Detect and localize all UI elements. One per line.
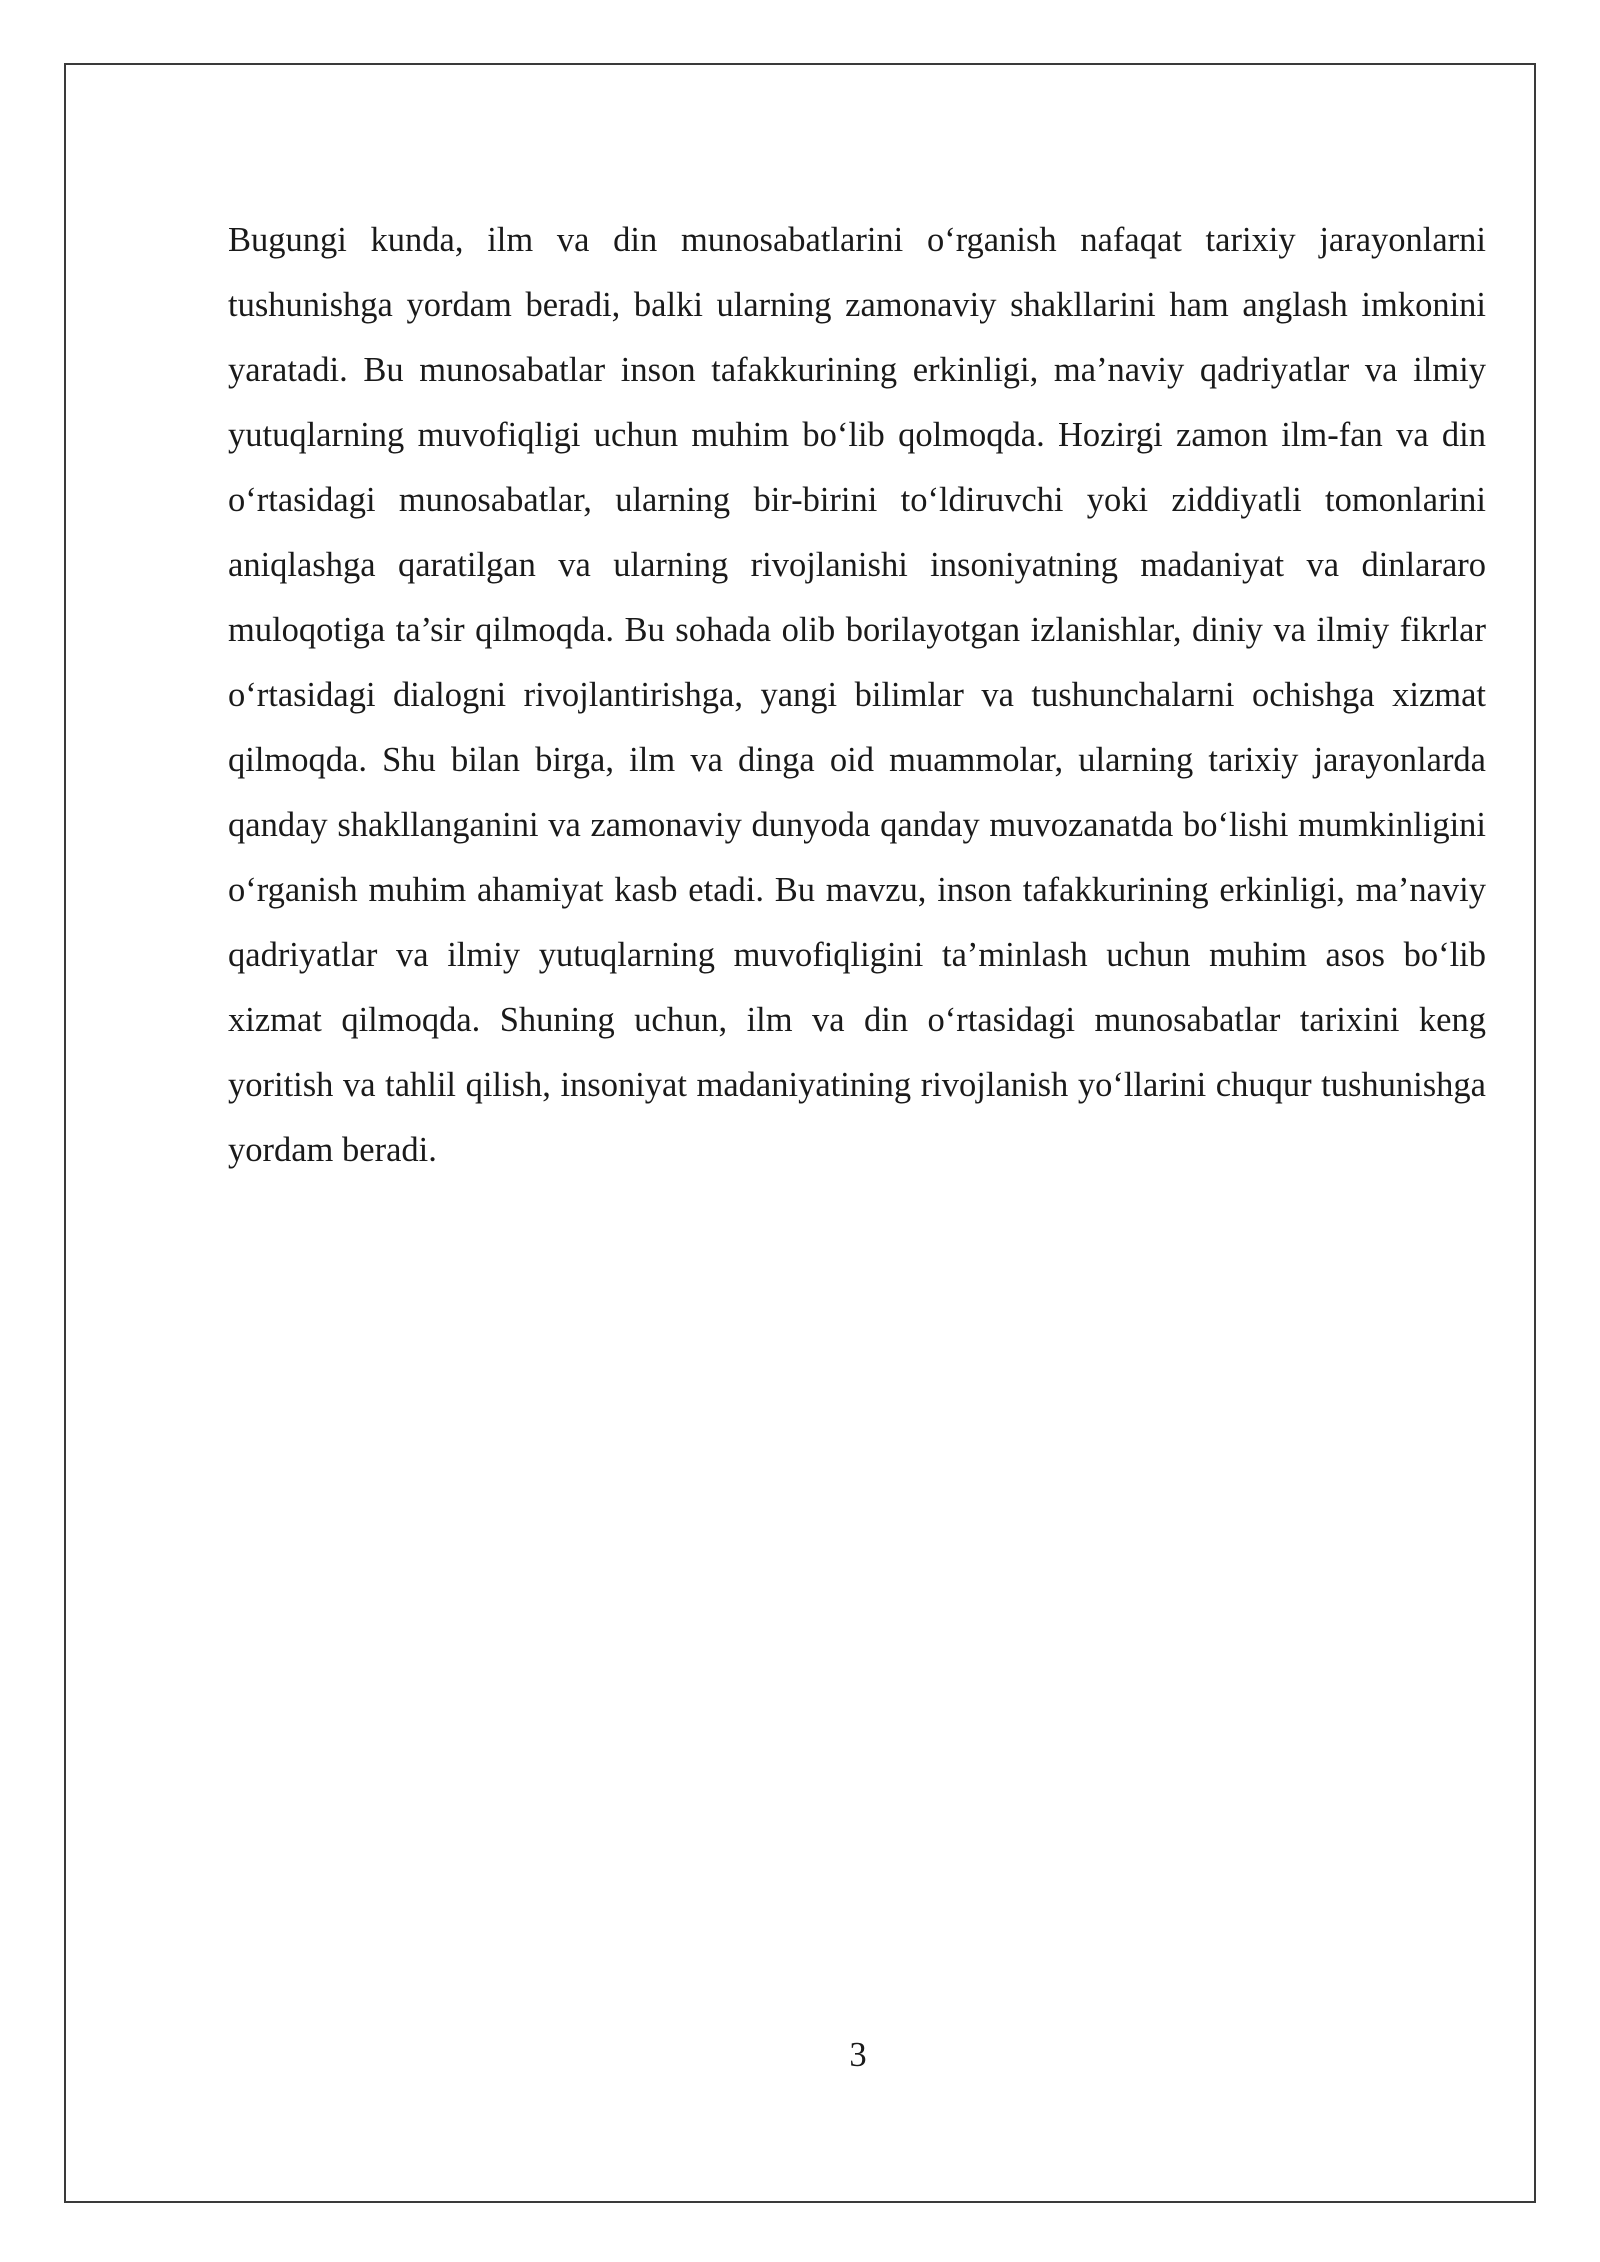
page-number: 3 — [849, 2036, 867, 2074]
body-paragraph: Bugungi kunda, ilm va din munosabatlarini o‘rganish nafaqat tarixiy jarayonlarni tushunishga yordam beradi, balki ularning zamonaviy shakllarini ham anglash imkonini yaratadi. Bu munosabatlar inson tafakkurining erkinligi, ma’naviy qadriyatlar va ilmiy yutuqlarning muvofiqligi uchun muhim bo‘lib qolmoqda. Hozirgi zamon ilm-fan va din o‘rtasidagi munosabatlar, ularning bir-birini to‘ldiruvchi yoki ziddiyatli tomonlarini aniqlashga qaratilgan va ularning rivojlanishi insoniyatning madaniyat va dinlararo muloqotiga ta’sir qilmoqda. Bu sohada olib borilayotgan izlanishlar, diniy va ilmiy fikrlar o‘rtasidagi dialogni rivojlantirishga, yangi bilimlar va tushunchalarni ochishga xizmat qilmoqda. Shu bilan birga, ilm va dinga oid muammolar, ularning tarixiy jarayonlarda qanday shakllanganini va zamonaviy dunyoda qanday muvozanatda bo‘lishi mumkinligini o‘rganish muhim ahamiyat kasb etadi. Bu mavzu, inson tafakkurining erkinligi, ma’naviy qadriyatlar va ilmiy yutuqlarning muvofiqligini ta’minlash uchun muhim asos bo‘lib xizmat qilmoqda. Shuning uchun, ilm va din o‘rtasidagi munosabatlar tarixini keng yoritish va tahlil qilish, insoniyat madaniyatining rivojlanish yo‘llarini chuqur tushunishga yordam beradi. — [228, 221, 1486, 1169]
